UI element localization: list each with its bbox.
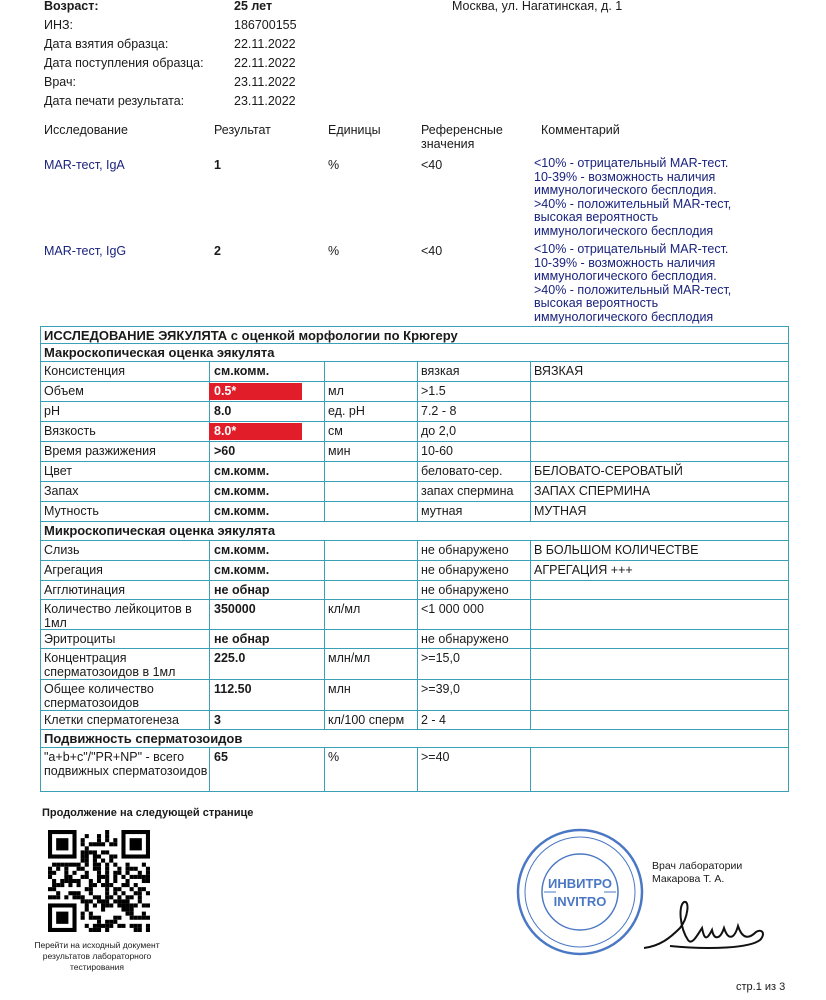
row-divider bbox=[40, 381, 788, 382]
signature bbox=[640, 888, 780, 958]
row-name: Время разжижения bbox=[44, 444, 156, 458]
info-row bbox=[44, 73, 464, 92]
row-result: см.комм. bbox=[214, 364, 270, 378]
info-label: Дата печати результата: bbox=[44, 94, 185, 108]
column-divider bbox=[788, 326, 789, 792]
comment-line: 10-39% - возможность наличия bbox=[534, 169, 716, 184]
row-result: см.комм. bbox=[214, 563, 270, 577]
qr-code[interactable] bbox=[48, 830, 150, 932]
row-divider bbox=[40, 710, 788, 711]
row-divider bbox=[40, 747, 788, 748]
comment-line: иммунологического бесплодия bbox=[534, 223, 714, 238]
row-unit: ед. pH bbox=[328, 404, 365, 418]
row-name: Объем bbox=[44, 384, 84, 398]
mar-test-result: 1 bbox=[214, 158, 221, 172]
row-comment: БЕЛОВАТО-СЕРОВАТЫЙ bbox=[534, 464, 683, 478]
info-row bbox=[44, 35, 464, 54]
row-result: 3 bbox=[214, 713, 221, 727]
doctor-name: Макарова Т. А. bbox=[652, 873, 725, 885]
row-unit: мин bbox=[328, 444, 351, 458]
info-value: 23.11.2022 bbox=[234, 94, 296, 108]
row-comment: ЗАПАХ СПЕРМИНА bbox=[534, 484, 651, 498]
col-ref-line1: Референсные bbox=[421, 123, 503, 137]
row-divider bbox=[40, 361, 788, 362]
row-name: Общее количество сперматозоидов bbox=[44, 682, 154, 710]
row-name: Вязкость bbox=[44, 424, 96, 438]
row-divider bbox=[40, 481, 788, 482]
qr-caption: Перейти на исходный документ результатов лабораторного тестирования bbox=[34, 940, 160, 972]
col-ref-line2: значения bbox=[421, 137, 475, 151]
column-divider bbox=[417, 326, 418, 792]
row-result: не обнар bbox=[214, 632, 270, 646]
row-result: 350000 bbox=[214, 602, 256, 616]
row-result: см.комм. bbox=[214, 464, 270, 478]
row-result: 8.0* bbox=[214, 424, 237, 438]
row-comment: ВЯЗКАЯ bbox=[534, 364, 584, 378]
semen-title: ИССЛЕДОВАНИЕ ЭЯКУЛЯТА с оценкой морфологии по Крюгеру bbox=[44, 328, 458, 343]
row-ref: >=39,0 bbox=[421, 682, 460, 696]
row-divider bbox=[40, 441, 788, 442]
row-name: Количество лейкоцитов в 1мл bbox=[44, 602, 192, 630]
row-name: Агрегация bbox=[44, 563, 103, 577]
page-number: стр.1 из 3 bbox=[736, 981, 786, 993]
col-ref bbox=[421, 123, 503, 151]
col-comment: Комментарий bbox=[541, 123, 620, 137]
row-result: см.комм. bbox=[214, 484, 270, 498]
comment-line: высокая вероятность bbox=[534, 296, 659, 311]
row-unit: млн bbox=[328, 682, 351, 696]
info-label: Врач: bbox=[44, 75, 76, 89]
row-name: pH bbox=[44, 404, 60, 418]
comment-line: иммунологического бесплодия. bbox=[534, 269, 717, 284]
row-comment: МУТНАЯ bbox=[534, 504, 587, 518]
mar-test-name: MAR-тест, IgA bbox=[44, 158, 125, 172]
row-result: 8.0 bbox=[214, 404, 232, 418]
row-name: Эритроциты bbox=[44, 632, 116, 646]
row-name: "a+b+c"/"PR+NP" - всего подвижных сперматозоидов bbox=[44, 750, 208, 778]
row-result: см.комм. bbox=[214, 504, 270, 518]
continuation-note: Продолжение на следующей странице bbox=[42, 807, 254, 819]
row-name: Консистенция bbox=[44, 364, 125, 378]
mar-test-ref: <40 bbox=[421, 244, 443, 258]
comment-line: высокая вероятность bbox=[534, 210, 659, 225]
section-title: Микроскопическая оценка эякулята bbox=[44, 523, 276, 538]
row-ref: не обнаружено bbox=[421, 583, 509, 597]
row-ref: <1 000 000 bbox=[421, 602, 484, 616]
comment-line: >40% - положительный MAR-тест, bbox=[534, 282, 732, 297]
section-title: Макроскопическая оценка эякулята bbox=[44, 345, 275, 360]
row-name: Слизь bbox=[44, 543, 80, 557]
row-divider bbox=[40, 599, 788, 600]
row-ref: 7.2 - 8 bbox=[421, 404, 457, 418]
row-unit: мл bbox=[328, 384, 344, 398]
row-divider bbox=[40, 560, 788, 561]
row-comment: В БОЛЬШОМ КОЛИЧЕСТВЕ bbox=[534, 543, 699, 557]
info-row bbox=[44, 0, 464, 16]
row-name: Цвет bbox=[44, 464, 73, 478]
column-divider bbox=[40, 326, 41, 792]
comment-line: 10-39% - возможность наличия bbox=[534, 255, 716, 270]
comment-line: >40% - положительный MAR-тест, bbox=[534, 196, 732, 211]
row-ref: >=15,0 bbox=[421, 651, 460, 665]
row-result: 65 bbox=[214, 750, 228, 764]
info-label: Дата поступления образца: bbox=[44, 56, 204, 70]
comment-line: иммунологического бесплодия bbox=[534, 309, 714, 324]
lab-stamp bbox=[514, 826, 646, 958]
row-ref: 2 - 4 bbox=[421, 713, 447, 727]
info-value: 25 лет bbox=[234, 0, 273, 13]
row-divider bbox=[40, 679, 788, 680]
row-divider bbox=[40, 791, 788, 792]
info-value: 23.11.2022 bbox=[234, 75, 296, 89]
row-ref: вязкая bbox=[421, 364, 460, 378]
row-ref: беловато-сер. bbox=[421, 464, 503, 478]
col-result: Результат bbox=[214, 123, 271, 137]
row-ref: 10-60 bbox=[421, 444, 453, 458]
row-result: не обнар bbox=[214, 583, 270, 597]
row-comment: АГРЕГАЦИЯ +++ bbox=[534, 563, 633, 577]
col-units: Единицы bbox=[328, 123, 381, 137]
info-row bbox=[44, 16, 464, 35]
row-ref: >=40 bbox=[421, 750, 450, 764]
row-ref: не обнаружено bbox=[421, 543, 509, 557]
info-label: ИНЗ: bbox=[44, 18, 74, 32]
row-name: Агглютинация bbox=[44, 583, 126, 597]
info-row bbox=[44, 92, 464, 111]
row-ref: мутная bbox=[421, 504, 463, 518]
row-name: Запах bbox=[44, 484, 79, 498]
row-result: см.комм. bbox=[214, 543, 270, 557]
doctor-title: Врач лаборатории bbox=[652, 860, 743, 872]
row-unit: кл/100 сперм bbox=[328, 713, 405, 727]
row-ref: >1.5 bbox=[421, 384, 446, 398]
row-ref: до 2,0 bbox=[421, 424, 457, 438]
row-result: 0.5* bbox=[214, 384, 237, 398]
row-ref: запах спермина bbox=[421, 484, 514, 498]
row-unit: млн/мл bbox=[328, 651, 371, 665]
row-ref: не обнаружено bbox=[421, 563, 509, 577]
col-study: Исследование bbox=[44, 123, 128, 137]
row-divider bbox=[40, 540, 788, 541]
mar-test-comment bbox=[534, 243, 774, 325]
row-name: Концентрация сперматозоидов в 1мл bbox=[44, 651, 176, 679]
comment-line: <10% - отрицательный MAR-тест. bbox=[534, 242, 729, 256]
svg-text:INVITRO: INVITRO bbox=[553, 894, 607, 909]
row-divider bbox=[40, 648, 788, 649]
column-divider bbox=[324, 326, 325, 792]
row-divider bbox=[40, 580, 788, 581]
info-label: Возраст: bbox=[44, 0, 99, 13]
row-name: Мутность bbox=[44, 504, 99, 518]
info-value: 22.11.2022 bbox=[234, 56, 296, 70]
row-unit: % bbox=[328, 750, 340, 764]
mar-test-result: 2 bbox=[214, 244, 221, 258]
row-divider bbox=[40, 501, 788, 502]
info-label: Дата взятия образца: bbox=[44, 37, 169, 51]
column-divider bbox=[530, 326, 531, 792]
row-unit: см bbox=[328, 424, 343, 438]
row-unit: кл/мл bbox=[328, 602, 361, 616]
doctor-signature-block bbox=[652, 860, 742, 886]
row-name: Клетки сперматогенеза bbox=[44, 713, 179, 727]
section-title: Подвижность сперматозоидов bbox=[44, 731, 243, 746]
row-result: 225.0 bbox=[214, 651, 246, 665]
info-value: 22.11.2022 bbox=[234, 37, 296, 51]
comment-line: иммунологического бесплодия. bbox=[534, 183, 717, 198]
row-result: >60 bbox=[214, 444, 236, 458]
lab-address: Москва, ул. Нагатинская, д. 1 bbox=[452, 0, 623, 13]
svg-text:ИНВИТРО: ИНВИТРО bbox=[547, 876, 613, 891]
info-row bbox=[44, 54, 464, 73]
mar-test-unit: % bbox=[328, 158, 340, 172]
mar-test-unit: % bbox=[328, 244, 340, 258]
row-divider bbox=[40, 401, 788, 402]
row-result: 112.50 bbox=[214, 682, 252, 696]
comment-line: <10% - отрицательный MAR-тест. bbox=[534, 156, 729, 170]
row-divider bbox=[40, 461, 788, 462]
mar-test-comment bbox=[534, 157, 774, 239]
row-divider bbox=[40, 421, 788, 422]
info-value: 186700155 bbox=[234, 18, 297, 32]
mar-test-name: MAR-тест, IgG bbox=[44, 244, 127, 258]
row-ref: не обнаружено bbox=[421, 632, 509, 646]
mar-test-ref: <40 bbox=[421, 158, 443, 172]
